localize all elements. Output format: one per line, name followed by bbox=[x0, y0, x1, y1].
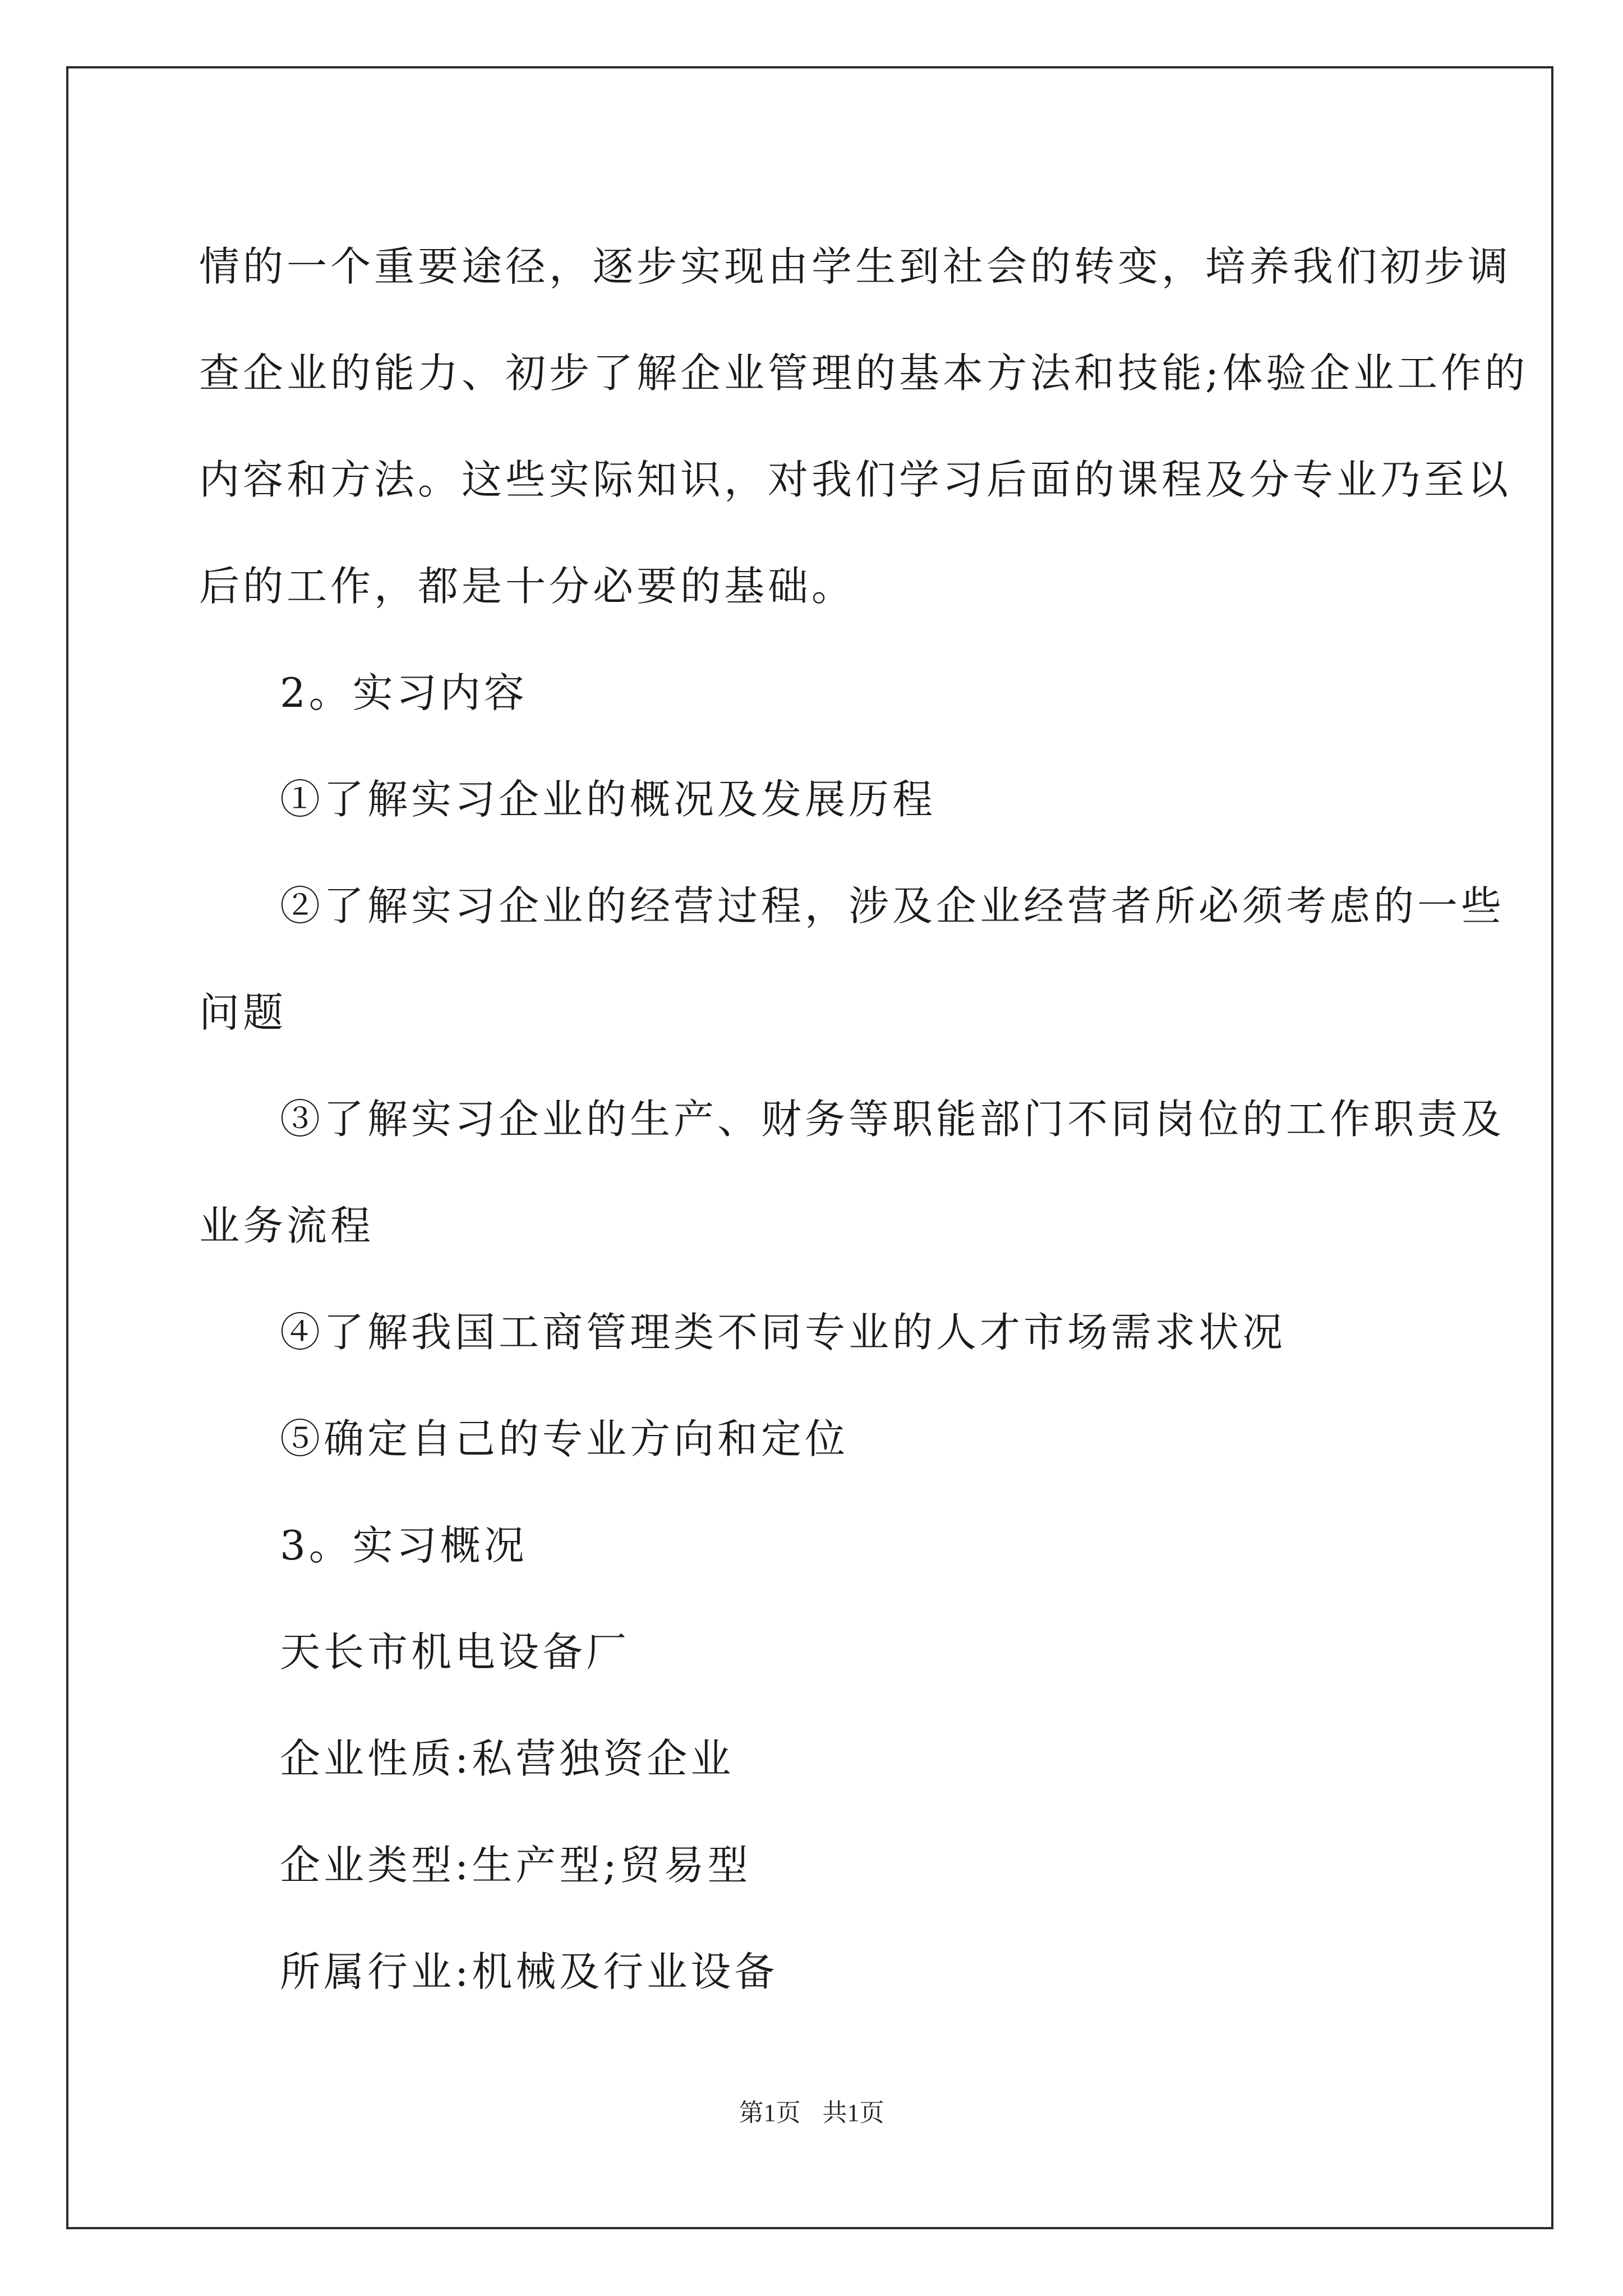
paragraph-line: 后的工作，都是十分必要的基础。 bbox=[199, 563, 856, 610]
company-attribute: 企业类型:生产型;贸易型 bbox=[280, 1842, 751, 1889]
paragraph-line: 查企业的能力、初步了解企业管理的基本方法和技能;体验企业工作的 bbox=[199, 349, 1529, 397]
company-name: 天长市机电设备厂 bbox=[280, 1628, 630, 1676]
paragraph-line: 内容和方法。这些实际知识，对我们学习后面的课程及分专业乃至以 bbox=[199, 456, 1512, 503]
company-attribute: 企业性质:私营独资企业 bbox=[280, 1735, 735, 1782]
document-body bbox=[199, 213, 1529, 2025]
list-item: ④了解我国工商管理类不同专业的人才市场需求状况 bbox=[280, 1309, 1287, 1356]
page-footer bbox=[0, 2092, 1623, 2128]
list-item: ②了解实习企业的经营过程，涉及企业经营者所必须考虑的一些 bbox=[280, 882, 1505, 930]
company-attribute: 所属行业:机械及行业设备 bbox=[280, 1948, 778, 1995]
page-number-current: 第1页 bbox=[739, 2099, 801, 2127]
list-item: ①了解实习企业的概况及发展历程 bbox=[280, 776, 937, 823]
section-heading: 3。实习概况 bbox=[280, 1522, 528, 1569]
section-heading: 2。实习内容 bbox=[280, 669, 528, 716]
page-number-total: 共1页 bbox=[822, 2099, 884, 2127]
list-item: ⑤确定自己的专业方向和定位 bbox=[280, 1415, 849, 1462]
list-item: ③了解实习企业的生产、财务等职能部门不同岗位的工作职责及 bbox=[280, 1096, 1505, 1143]
paragraph-line: 情的一个重要途径，逐步实现由学生到社会的转变，培养我们初步调 bbox=[199, 243, 1512, 290]
list-item-continuation: 问题 bbox=[199, 989, 287, 1036]
list-item-continuation: 业务流程 bbox=[199, 1202, 375, 1249]
